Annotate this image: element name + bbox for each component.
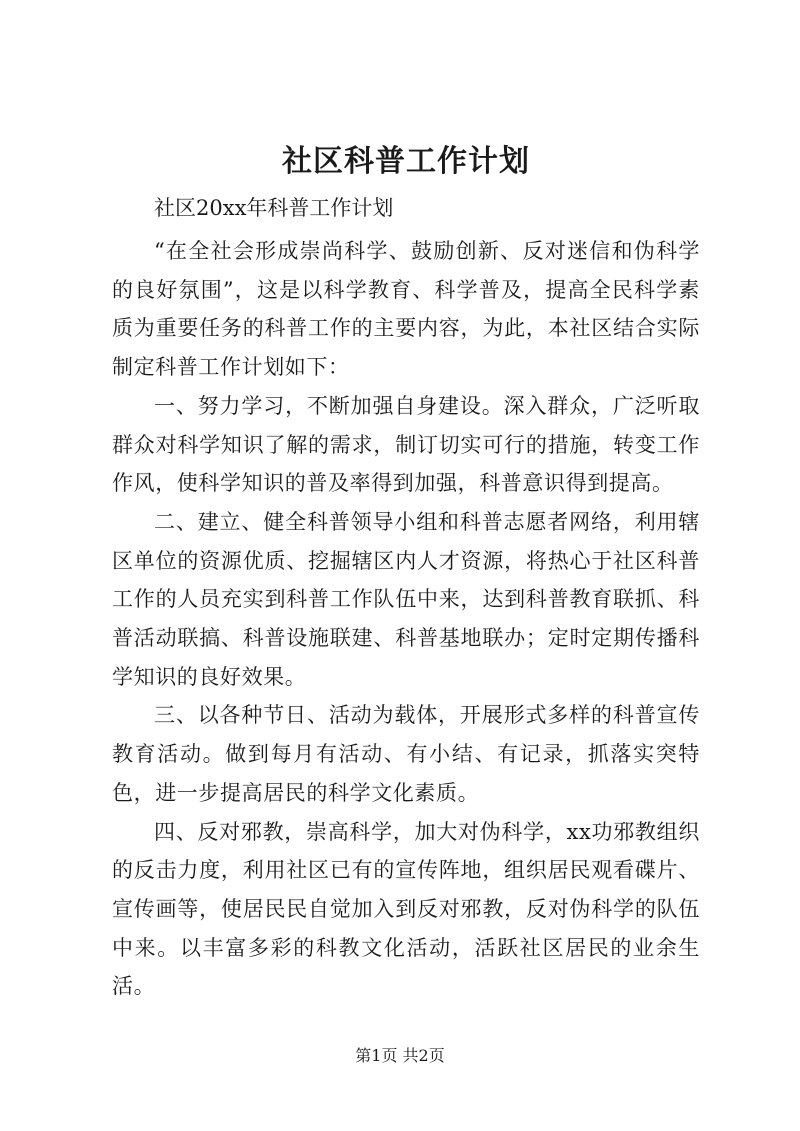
paragraph-intro: “在全社会形成崇尚科学、鼓励创新、反对迷信和伪科学的良好氛围”，这是以科学教育、科学普及，提高全民科学素质为重要任务的科普工作的主要内容，为此，本社区结合实际制定科普工作计划如下：	[112, 239, 700, 380]
paragraph-item-4: 四、反对邪教，崇高科学，加大对伪科学，xx功邪教组织的反击力度，利用社区已有的宣传阵地，组织居民观看碟片、宣传画等，使居民民自觉加入到反对邪教，反对伪科学的队伍中来。以丰富多彩的科教文化活动，活跃社区居民的业余生活。	[112, 819, 700, 999]
paragraph-item-3: 三、以各种节日、活动为载体，开展形式多样的科普宣传教育活动。做到每月有活动、有小结、有记录，抓落实突特色，进一步提高居民的科学文化素质。	[112, 703, 700, 805]
document-body	[112, 232, 700, 1006]
paragraph-item-1: 一、努力学习，不断加强自身建设。深入群众，广泛听取群众对科学知识了解的需求，制订切实可行的措施，转变工作作风，使科学知识的普及率得到加强，科普意识得到提高。	[112, 393, 700, 496]
page-footer: 第1页 共2页	[355, 1046, 445, 1065]
document-title: 社区科普工作计划	[282, 144, 530, 179]
paragraph-item-2: 二、建立、健全科普领导小组和科普志愿者网络，利用辖区单位的资源优质、挖掘辖区内人才资源，将热心于社区科普工作的人员充实到科普工作队伍中来，达到科普教育联抓、科普活动联搞、科普设施联建、科普基地联办；定时定期传播科学知识的良好效果。	[112, 509, 700, 689]
document-subtitle: 社区20xx年科普工作计划	[154, 196, 394, 220]
